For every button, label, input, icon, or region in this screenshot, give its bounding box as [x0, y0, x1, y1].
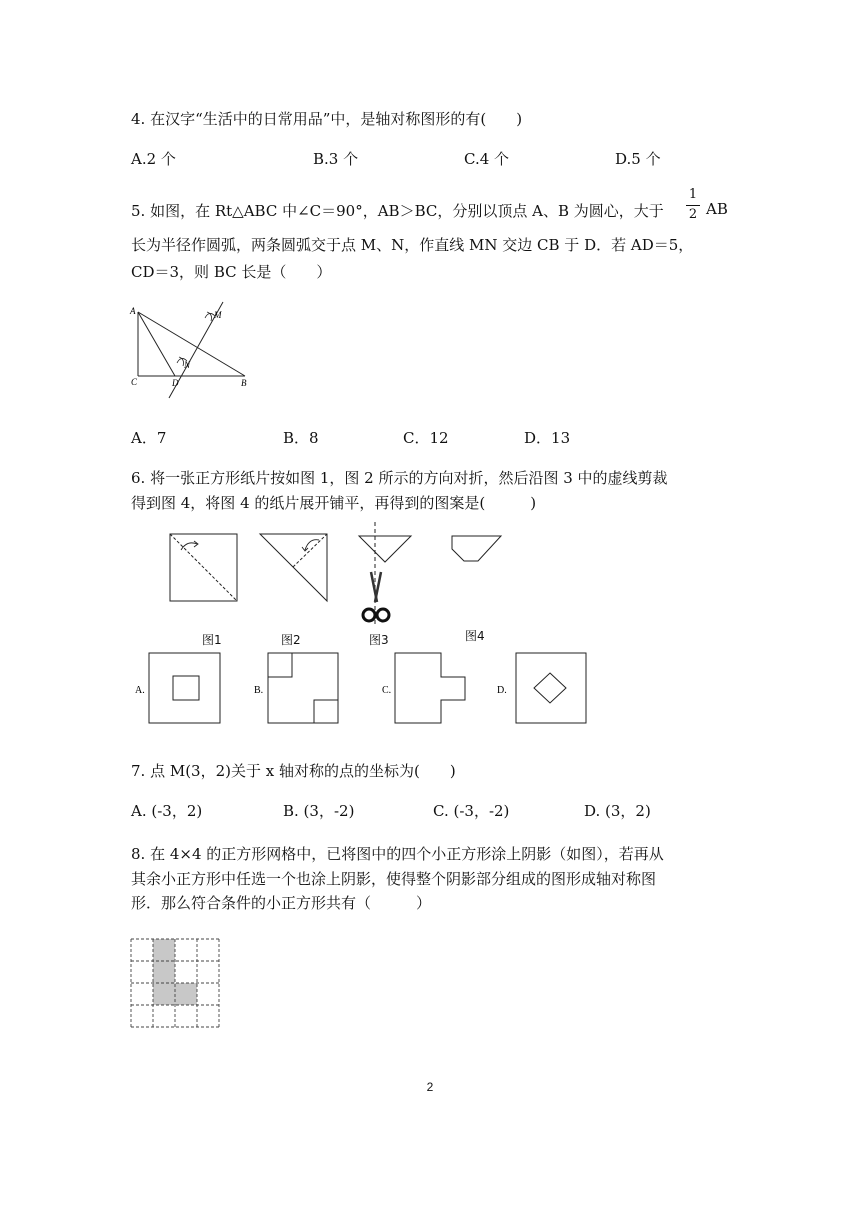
label-a: A	[130, 306, 136, 316]
q8-line3: 形．那么符合条件的小正方形共有（ ）	[131, 894, 432, 912]
fig-option-a-label: A.	[135, 685, 145, 696]
label-d: D	[172, 378, 179, 388]
scissors-icon	[363, 572, 389, 621]
fraction-numerator: 1	[688, 187, 698, 202]
q7-option-a: A. (-3，2)	[131, 802, 203, 820]
q8-line2: 其余小正方形中任选一个也涂上阴影，使得整个阴影部分组成的图形成轴对称图	[131, 870, 657, 888]
q5-line2: 长为半径作圆弧，两条圆弧交于点 M、N，作直线 MN 交边 CB 于 D．若 AD＝5，	[131, 236, 694, 254]
shaded-cell	[153, 961, 175, 983]
fig-label-2: 图2	[281, 633, 301, 647]
q7-option-d: D. (3，2)	[584, 802, 651, 820]
label-b: B	[241, 378, 247, 388]
q5-option-a: A．7	[131, 429, 167, 447]
q7-option-c: C. (-3，-2)	[433, 802, 510, 820]
q6-line1: 6. 将一张正方形纸片按如图 1，图 2 所示的方向对折，然后沿图 3 中的虚线剪裁	[131, 469, 668, 487]
fig-option-d-label: D.	[497, 685, 507, 696]
page-number: 2	[426, 1080, 434, 1094]
q4-option-c: C.4 个	[464, 150, 510, 168]
fig-label-3: 图3	[369, 633, 389, 647]
q7-option-b: B. (3，-2)	[283, 802, 355, 820]
q5-option-d: D．13	[524, 429, 571, 447]
q4-option-d: D.5 个	[615, 150, 661, 168]
q4-option-b: B.3 个	[313, 150, 359, 168]
fraction-bar	[686, 205, 700, 206]
fig-option-b-label: B.	[254, 685, 264, 696]
shaded-cell	[175, 983, 197, 1005]
q5-line3: CD＝3，则 BC 长是（ ）	[131, 263, 332, 281]
shaded-cell	[153, 983, 175, 1005]
fraction-denominator: 2	[688, 207, 698, 222]
answer-figures	[130, 648, 600, 728]
q5-line1-a: 5. 如图，在 Rt△ABC 中∠C＝90°，AB＞BC，分别以顶点 A、B 为圆心，大于	[131, 202, 664, 220]
label-m: M	[214, 310, 222, 320]
grid-figure	[130, 938, 222, 1030]
q7-text: 7. 点 M(3，2)关于 x 轴对称的点的坐标为( )	[131, 762, 456, 780]
fig-option-c-label: C.	[382, 685, 392, 696]
shaded-cell	[153, 939, 175, 961]
fig-label-4: 图4	[465, 629, 485, 643]
q6-line2: 得到图 4，将图 4 的纸片展开铺平，再得到的图案是( )	[131, 494, 537, 512]
q5-option-c: C．12	[403, 429, 449, 447]
q4-option-a: A.2 个	[131, 150, 176, 168]
label-n: N	[184, 360, 191, 370]
q5-line1	[131, 200, 664, 221]
q4-text: 4. 在汉字“生活中的日常用品”中，是轴对称图形的有( )	[131, 110, 523, 128]
triangle-figure	[125, 300, 265, 405]
q5-line1-b: AB	[706, 200, 728, 218]
label-c: C	[131, 377, 138, 387]
q5-option-b: B．8	[283, 429, 319, 447]
q8-line1: 8. 在 4×4 的正方形网格中，已将图中的四个小正方形涂上阴影（如图），若再从	[131, 845, 664, 863]
fig-label-1: 图1	[202, 633, 222, 647]
